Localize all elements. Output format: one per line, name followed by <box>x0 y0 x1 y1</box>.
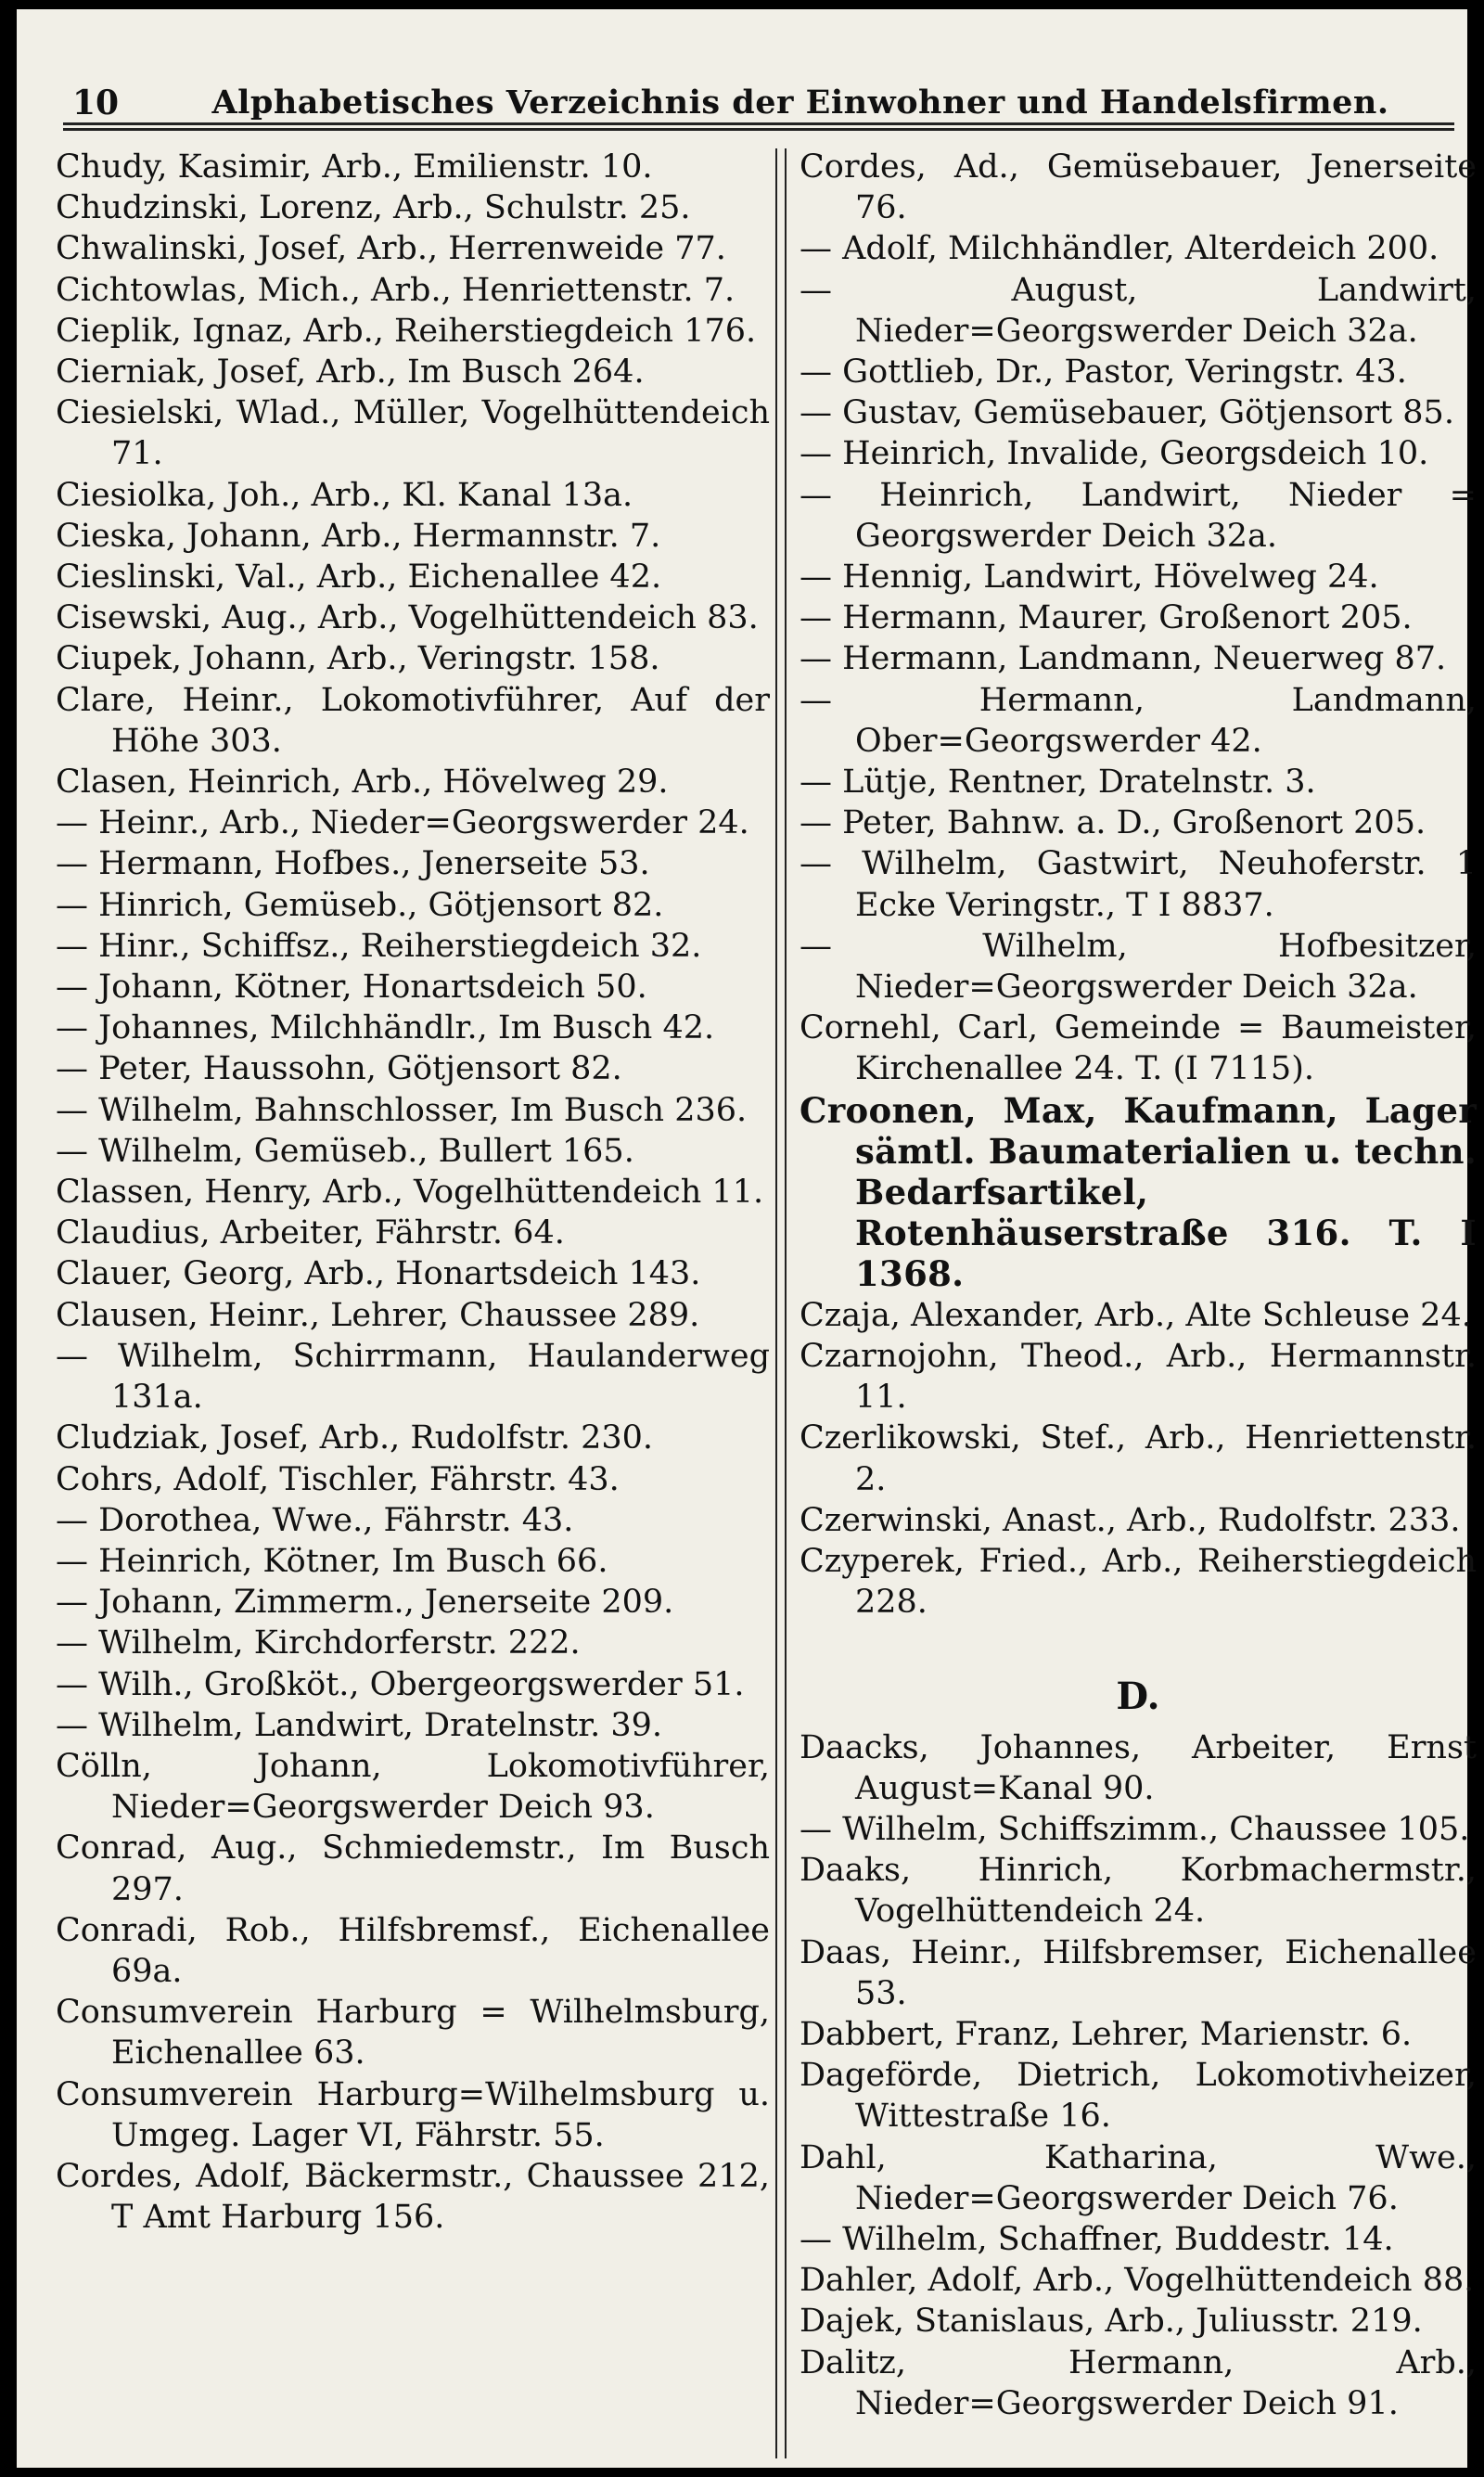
directory-entry: Cieska, Johann, Arb., Hermannstr. 7. <box>56 517 661 555</box>
page-header <box>54 74 1445 130</box>
directory-entry: Cordes, Ad., Gemüsebauer, Jenerseite 76. <box>800 148 1477 227</box>
directory-entry: — Wilhelm, Schaffner, Buddestr. 14. <box>800 2220 1394 2258</box>
directory-entry: Czarnojohn, Theod., Arb., Hermannstr. 11. <box>800 1337 1477 1417</box>
directory-entry: Classen, Henry, Arb., Vogelhüttendeich 11. <box>56 1174 764 1212</box>
directory-entry: — Lütje, Rentner, Dratelnstr. 3. <box>800 764 1316 802</box>
directory-entry: — Wilhelm, Gastwirt, Neuhoferstr. 1 Ecke Veringstr., T I 8837. <box>800 845 1477 924</box>
directory-entry: Czerlikowski, Stef., Arb., Henriettenstr. 2. <box>800 1419 1477 1498</box>
directory-entry: Dageförde, Dietrich, Lokomotivheizer, Wittestraße 16. <box>800 2057 1477 2136</box>
directory-entry: — Hennig, Landwirt, Hövelweg 24. <box>800 558 1379 597</box>
directory-entry: — Johann, Kötner, Honartsdeich 50. <box>56 969 647 1007</box>
directory-entry: — Adolf, Milchhändler, Alterdeich 200. <box>800 230 1439 268</box>
directory-entry: — Hermann, Landmann, Ober=Georgswerder 42. <box>800 681 1477 760</box>
directory-entry: Cornehl, Carl, Gemeinde = Baumeister, Kirchenallee 24. T. (I 7115). <box>800 1009 1477 1088</box>
directory-entry: — Hermann, Landmann, Neuerweg 87. <box>800 640 1447 678</box>
directory-entry: — August, Landwirt, Nieder=Georgswerder Deich 32a. <box>800 271 1477 350</box>
directory-entry: — Johannes, Milchhändlr., Im Busch 42. <box>56 1009 715 1047</box>
directory-entry: — Wilhelm, Bahnschlosser, Im Busch 236. <box>56 1091 748 1129</box>
directory-entry: Conradi, Rob., Hilfsbremsf., Eichenallee 69a. <box>56 1911 770 1990</box>
directory-entry: Czyperek, Fried., Arb., Reiherstiegdeich 228. <box>800 1542 1477 1622</box>
directory-entry: — Heinrich, Kötner, Im Busch 66. <box>56 1542 608 1580</box>
page-number: 10 <box>72 83 120 122</box>
directory-entry: Daas, Heinr., Hilfsbremser, Eichenallee 53. <box>800 1933 1477 2012</box>
right-column-d-entries <box>800 1727 1477 2424</box>
directory-entry: — Wilhelm, Gemüseb., Bullert 165. <box>56 1132 634 1170</box>
directory-entry: Cieplik, Ignaz, Arb., Reiherstiegdeich 176. <box>56 312 757 350</box>
directory-entry: Chudzinski, Lorenz, Arb., Schulstr. 25. <box>56 189 691 227</box>
directory-entry: — Johann, Zimmerm., Jenerseite 209. <box>56 1584 674 1622</box>
header-rule <box>63 122 1454 125</box>
directory-entry: — Heinr., Arb., Nieder=Georgswerder 24. <box>56 804 749 842</box>
header-rule-double <box>63 128 1454 131</box>
directory-entry: Clauer, Georg, Arb., Honartsdeich 143. <box>56 1255 701 1293</box>
directory-entry: Chudy, Kasimir, Arb., Emilienstr. 10. <box>56 148 653 186</box>
directory-entry: — Gottlieb, Dr., Pastor, Veringstr. 43. <box>800 353 1407 391</box>
directory-entry: Cordes, Adolf, Bäckermstr., Chaussee 212, T Amt Harburg 156. <box>56 2157 770 2237</box>
column-divider <box>775 148 787 2458</box>
directory-entry: — Hermann, Hofbes., Jenerseite 53. <box>56 845 650 883</box>
directory-entry: — Heinrich, Invalide, Georgsdeich 10. <box>800 435 1429 473</box>
directory-page <box>17 9 1477 2468</box>
directory-entry: — Wilh., Großköt., Obergeorgswerder 51. <box>56 1665 745 1703</box>
directory-entry: — Hinrich, Gemüseb., Götjensort 82. <box>56 886 664 924</box>
directory-entry: Croonen, Max, Kaufmann, Lager sämtl. Baumaterialien u. techn. Bedarfsartikel, Rotenhäuserstraße 316. T. I 1368. <box>800 1089 1477 1295</box>
directory-entry: Cierniak, Josef, Arb., Im Busch 264. <box>56 353 645 391</box>
directory-entry: — Heinrich, Landwirt, Nieder = Georgswerder Deich 32a. <box>800 476 1477 555</box>
directory-entry: Clare, Heinr., Lokomotivführer, Auf der Höhe 303. <box>56 681 770 760</box>
directory-entry: Dabbert, Franz, Lehrer, Marienstr. 6. <box>800 2015 1413 2053</box>
directory-entry: — Wilhelm, Landwirt, Dratelnstr. 39. <box>56 1706 663 1744</box>
directory-entry: Ciesiolka, Joh., Arb., Kl. Kanal 13a. <box>56 476 633 514</box>
directory-entry: — Peter, Bahnw. a. D., Großenort 205. <box>800 804 1426 842</box>
directory-entry: Daacks, Johannes, Arbeiter, Ernst August=Kanal 90. <box>800 1728 1477 1807</box>
directory-entry: Dahl, Katharina, Wwe., Nieder=Georgswerder Deich 76. <box>800 2138 1477 2217</box>
directory-entry: Claudius, Arbeiter, Fährstr. 64. <box>56 1214 565 1252</box>
directory-entry: Consumverein Harburg = Wilhelmsburg, Eichenallee 63. <box>56 1994 770 2073</box>
right-column <box>800 147 1477 2424</box>
directory-entry: Conrad, Aug., Schmiedemstr., Im Busch 297. <box>56 1829 770 1908</box>
right-column-c-entries <box>800 147 1477 1623</box>
directory-entry: Cieslinski, Val., Arb., Eichenallee 42. <box>56 558 662 597</box>
directory-entry: Dajek, Stanislaus, Arb., Juliusstr. 219. <box>800 2303 1423 2341</box>
directory-entry: Dahler, Adolf, Arb., Vogelhüttendeich 88. <box>800 2262 1475 2300</box>
directory-entry: — Dorothea, Wwe., Fährstr. 43. <box>56 1501 574 1539</box>
directory-entry: Cölln, Johann, Lokomotivführer, Nieder=Georgswerder Deich 93. <box>56 1747 770 1827</box>
directory-entry: Consumverein Harburg=Wilhelmsburg u. Umgeg. Lager VI, Fährstr. 55. <box>56 2075 770 2154</box>
directory-entry: — Peter, Haussohn, Götjensort 82. <box>56 1050 622 1088</box>
section-letter-d: D. <box>1116 1675 1160 1719</box>
directory-entry: — Hermann, Maurer, Großenort 205. <box>800 599 1413 637</box>
directory-entry: Czerwinski, Anast., Arb., Rudolfstr. 233. <box>800 1501 1461 1539</box>
directory-entry: — Hinr., Schiffsz., Reiherstiegdeich 32. <box>56 927 702 965</box>
directory-entry: Clausen, Heinr., Lehrer, Chaussee 289. <box>56 1296 700 1334</box>
directory-entry: Cohrs, Adolf, Tischler, Fährstr. 43. <box>56 1460 620 1498</box>
directory-entry: Clasen, Heinrich, Arb., Hövelweg 29. <box>56 764 669 802</box>
directory-entry: Cludziak, Josef, Arb., Rudolfstr. 230. <box>56 1419 654 1457</box>
directory-entry: Dalitz, Hermann, Arb., Nieder=Georgswerder Deich 91. <box>800 2343 1477 2422</box>
directory-entry: — Gustav, Gemüsebauer, Götjensort 85. <box>800 394 1454 432</box>
directory-entry: — Wilhelm, Hofbesitzer, Nieder=Georgswerder Deich 32a. <box>800 927 1477 1007</box>
directory-entry: Daaks, Hinrich, Korbmachermstr., Vogelhüttendeich 24. <box>800 1852 1477 1931</box>
running-title: Alphabetisches Verzeichnis der Einwohner und Handelsfirmen. <box>211 83 1389 122</box>
directory-entry: Ciesielski, Wlad., Müller, Vogelhüttendeich 71. <box>56 394 770 473</box>
directory-entry: — Wilhelm, Schiffszimm., Chaussee 105. <box>800 1810 1470 1848</box>
directory-entry: Cichtowlas, Mich., Arb., Henriettenstr. 7. <box>56 271 736 309</box>
directory-entry: Czaja, Alexander, Arb., Alte Schleuse 24. <box>800 1296 1472 1334</box>
directory-entry: Cisewski, Aug., Arb., Vogelhüttendeich 83. <box>56 599 759 637</box>
left-column <box>56 147 770 2238</box>
directory-entry: Chwalinski, Josef, Arb., Herrenweide 77. <box>56 230 726 268</box>
directory-entry: — Wilhelm, Schirrmann, Haulanderweg 131a. <box>56 1337 770 1417</box>
directory-entry: Ciupek, Johann, Arb., Veringstr. 158. <box>56 640 660 678</box>
directory-entry: — Wilhelm, Kirchdorferstr. 222. <box>56 1624 581 1662</box>
